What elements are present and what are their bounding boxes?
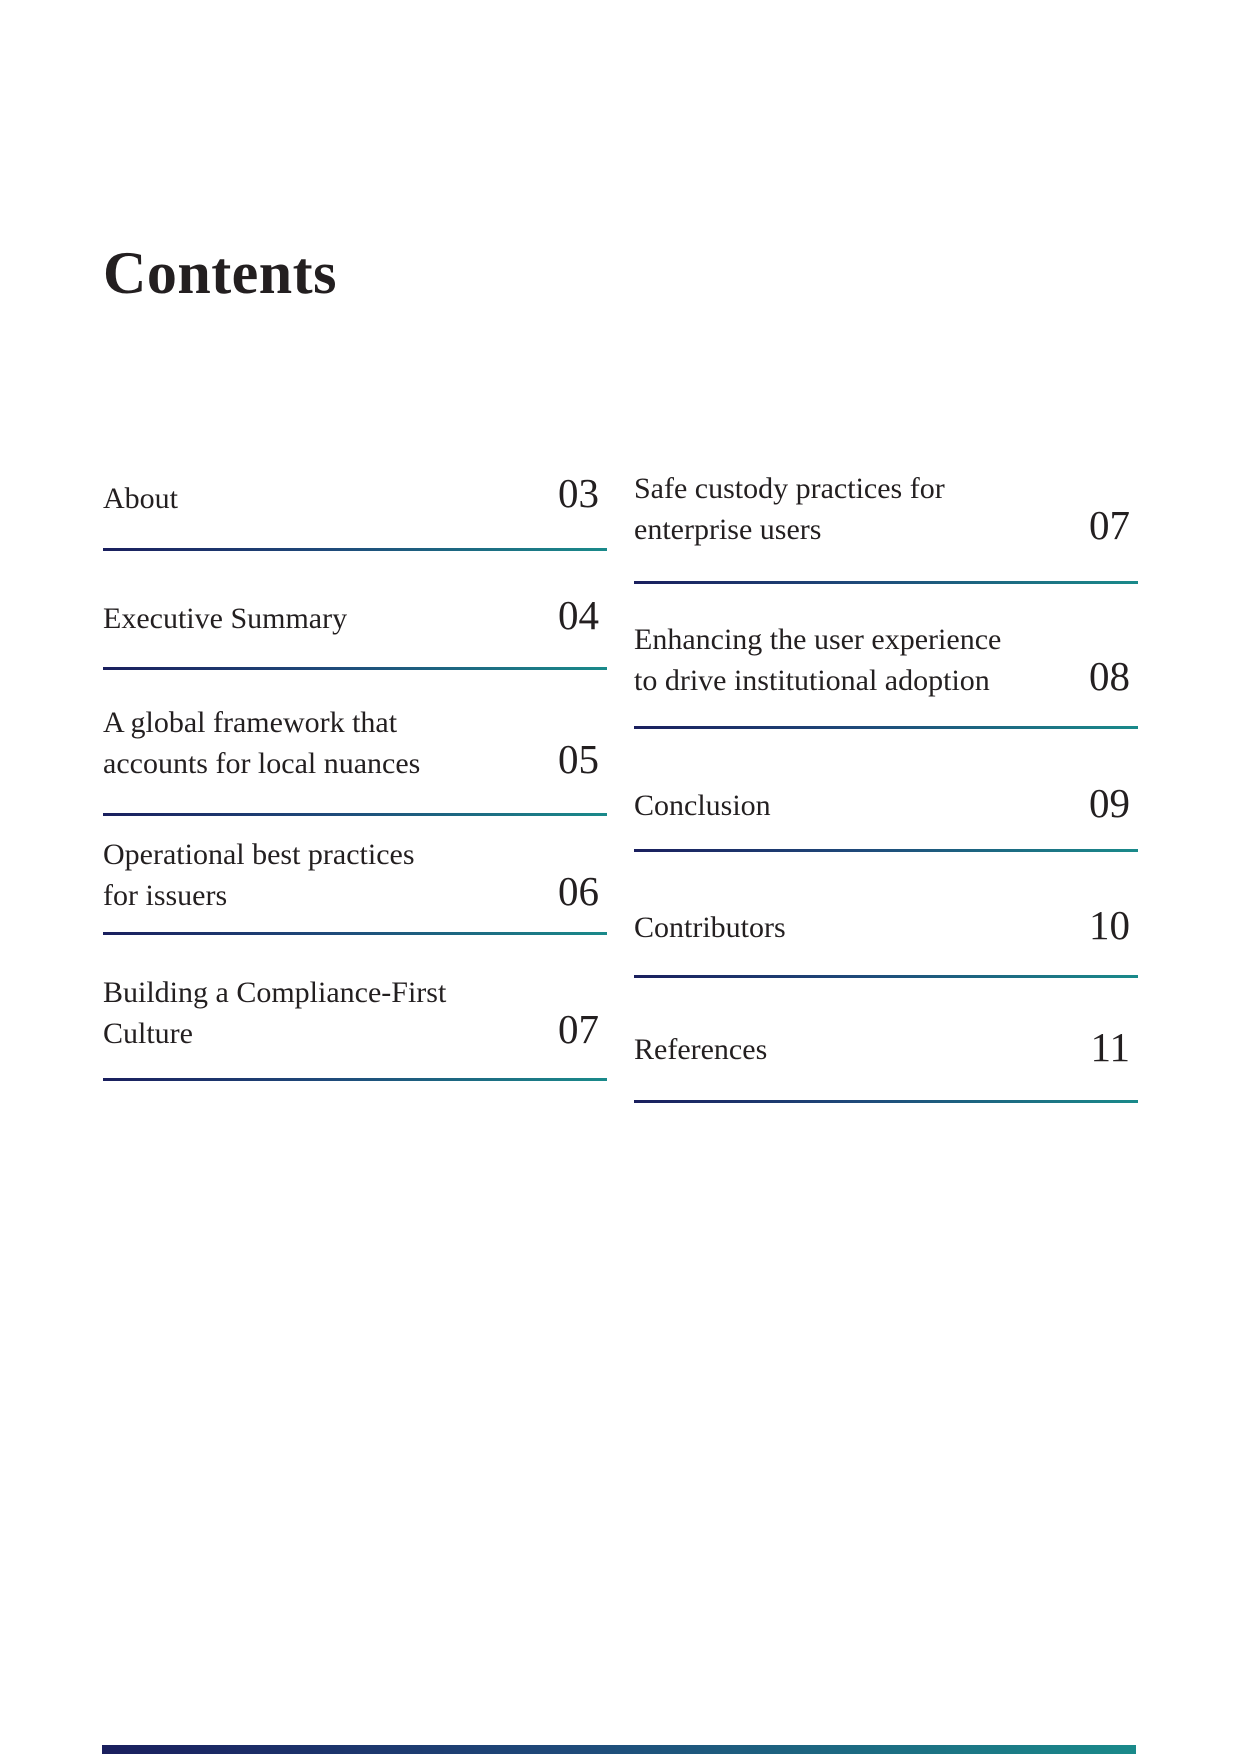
toc-divider — [634, 581, 1138, 584]
toc-entry-title: Contributors — [634, 911, 786, 944]
toc-entry-title: Enhancing the user experience to drive institutional adoption — [634, 623, 1002, 697]
page-title: Contents — [103, 240, 338, 306]
toc-entry-page: 08 — [1089, 653, 1130, 699]
toc-entry-title: Conclusion — [634, 789, 771, 822]
toc-entry-title: Safe custody practices for enterprise users — [634, 472, 945, 546]
toc-entry-page: 09 — [1089, 780, 1130, 826]
toc-entry-page: 03 — [558, 470, 599, 516]
toc-entry-page: 07 — [558, 1006, 599, 1052]
toc-entry-page: 11 — [1090, 1024, 1130, 1070]
toc-divider — [103, 813, 607, 816]
toc-entry-title: References — [634, 1033, 768, 1066]
toc-entry-page: 04 — [558, 592, 599, 638]
toc-divider — [103, 667, 607, 670]
toc-entry-page: 05 — [558, 736, 599, 782]
toc-entry-title: Executive Summary — [103, 602, 348, 635]
toc-divider — [103, 1078, 607, 1081]
footer-accent-bar — [102, 1745, 1136, 1754]
toc-entry-title: Operational best practices for issuers — [103, 838, 415, 912]
toc-divider — [634, 726, 1138, 729]
toc-divider — [634, 849, 1138, 852]
toc-divider — [103, 932, 607, 935]
toc-divider — [103, 548, 607, 551]
toc-entry-page: 06 — [558, 868, 599, 914]
toc-entry-page: 07 — [1089, 502, 1130, 548]
toc-entry-page: 10 — [1089, 902, 1130, 948]
toc-entry-title: About — [103, 482, 178, 515]
toc-entry-title: A global framework that accounts for local nuances — [103, 706, 421, 780]
toc-divider — [634, 975, 1138, 978]
toc-entry-title: Building a Compliance-First Culture — [103, 976, 447, 1050]
toc-divider — [634, 1100, 1138, 1103]
